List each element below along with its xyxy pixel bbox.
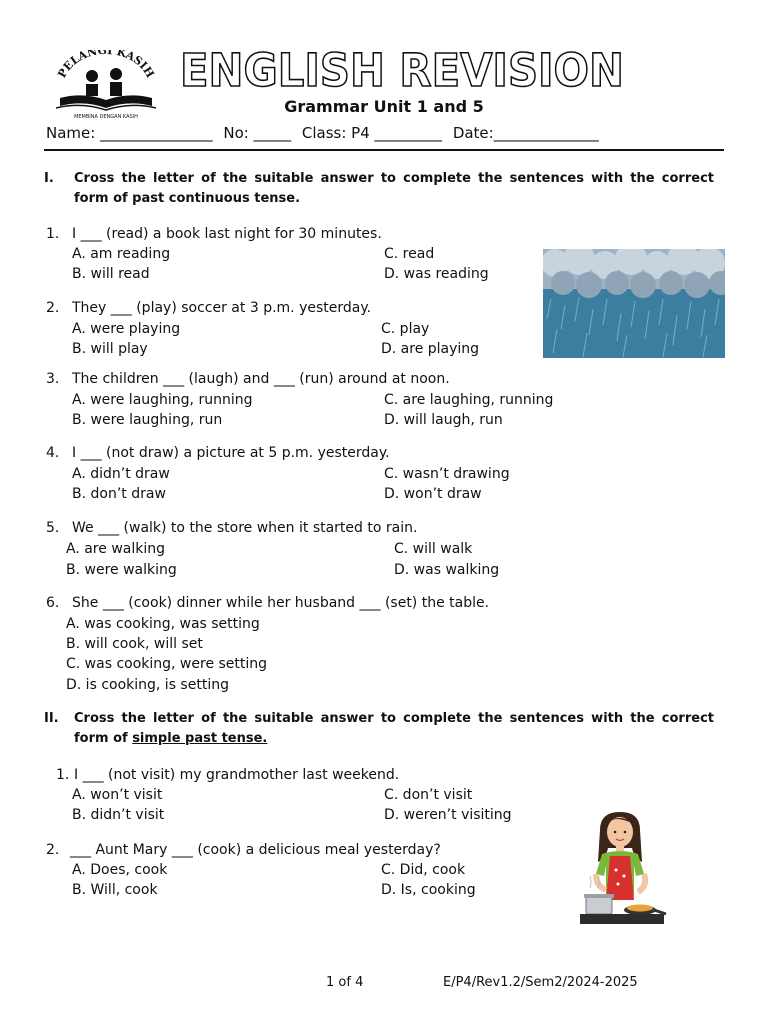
answer-option[interactable]: D. Is, cooking — [381, 882, 476, 898]
underlined-phrase: simple past tense. — [132, 731, 268, 746]
question-text: The children ___ (laugh) and ___ (run) around at noon. — [72, 371, 450, 387]
rain-clouds-image — [543, 249, 725, 358]
svg-text:ENGLISH REVISION: ENGLISH REVISION — [180, 44, 624, 94]
answer-option[interactable]: A. was cooking, was setting — [66, 616, 260, 632]
answer-option[interactable]: B. will play — [72, 341, 148, 357]
question-text: She ___ (cook) dinner while her husband ___ (set) the table. — [72, 595, 490, 611]
svg-text:PELANGI KASIH — [55, 50, 156, 80]
answer-option[interactable]: A. were laughing, running — [72, 392, 253, 408]
answer-option[interactable]: C. wasn’t drawing — [384, 466, 510, 482]
question-text: I ___ (not draw) a picture at 5 p.m. yesterday. — [72, 445, 390, 461]
question-number: 4. — [46, 445, 60, 461]
answer-option[interactable]: D. won’t draw — [384, 486, 482, 502]
answer-option[interactable]: D. will laugh, run — [384, 412, 503, 428]
answer-option[interactable]: C. was cooking, were setting — [66, 656, 268, 672]
question-number: 5. — [46, 520, 60, 536]
question-number: 2. — [46, 842, 60, 858]
question-text: I ___ (not visit) my grandmother last weekend. — [74, 767, 400, 783]
number-field[interactable]: No: _____ — [223, 124, 292, 142]
answer-option[interactable]: B. don’t draw — [72, 486, 166, 502]
answer-option[interactable]: B. were walking — [66, 562, 177, 578]
page-number: 1 of 4 — [326, 975, 364, 990]
answer-option[interactable]: C. play — [381, 321, 430, 337]
answer-option[interactable]: A. didn’t draw — [72, 466, 170, 482]
answer-option[interactable]: D. was walking — [394, 562, 500, 578]
section-number: II. — [44, 711, 59, 726]
instruction-text: Cross the letter of the suitable answer to complete the sentences with the correct form of past continuous tense. — [74, 171, 714, 206]
answer-option[interactable]: A. am reading — [72, 246, 171, 262]
woman-cooking-image — [578, 810, 668, 926]
instruction-text: Cross the letter of the suitable answer to complete the sentences with the correct form of simple past tense. — [74, 711, 714, 746]
answer-option[interactable]: C. are laughing, running — [384, 392, 554, 408]
question-text: We ___ (walk) to the store when it started to rain. — [72, 520, 418, 536]
header-divider — [44, 149, 724, 151]
answer-option[interactable]: A. were playing — [72, 321, 181, 337]
question-number: 2. — [46, 300, 60, 316]
section-1-instruction — [44, 169, 714, 211]
logo-text: PELANGI KASIH — [55, 50, 157, 81]
question-text: They ___ (play) soccer at 3 p.m. yesterday. — [72, 300, 372, 316]
answer-option[interactable]: D. was reading — [384, 266, 489, 282]
answer-option[interactable]: C. don’t visit — [384, 787, 473, 803]
answer-option[interactable]: B. will read — [72, 266, 150, 282]
question-number: 1. — [46, 226, 60, 242]
answer-option[interactable]: B. didn’t visit — [72, 807, 165, 823]
question-number: 1. — [56, 767, 70, 783]
logo-subtext: MEMBINA DENGAN KASIH — [74, 114, 138, 120]
answer-option[interactable]: A. Does, cook — [72, 862, 168, 878]
answer-option[interactable]: D. is cooking, is setting — [66, 677, 229, 693]
section-2-instruction — [44, 709, 714, 751]
section-number: I. — [44, 171, 54, 186]
answer-option[interactable]: D. weren’t visiting — [384, 807, 512, 823]
question-number: 6. — [46, 595, 60, 611]
student-info-row — [46, 124, 726, 142]
subtitle: Grammar Unit 1 and 5 — [284, 97, 484, 116]
name-field[interactable]: Name: _______________ — [46, 124, 213, 142]
answer-option[interactable]: C. read — [384, 246, 435, 262]
answer-option[interactable]: B. will cook, will set — [66, 636, 203, 652]
answer-option[interactable]: B. Will, cook — [72, 882, 158, 898]
date-field[interactable]: Date:______________ — [452, 124, 599, 142]
question-number: 3. — [46, 371, 60, 387]
question-text: I ___ (read) a book last night for 30 minutes. — [72, 226, 382, 242]
answer-option[interactable]: C. will walk — [394, 541, 473, 557]
document-code: E/P4/Rev1.2/Sem2/2024-2025 — [443, 975, 638, 990]
answer-option[interactable]: A. are walking — [66, 541, 165, 557]
answer-option[interactable]: C. Did, cook — [381, 862, 466, 878]
question-text: ___ Aunt Mary ___ (cook) a delicious meal yesterday? — [70, 842, 441, 858]
class-field[interactable]: Class: P4 _________ — [301, 124, 443, 142]
answer-option[interactable]: A. won’t visit — [72, 787, 163, 803]
answer-option[interactable]: B. were laughing, run — [72, 412, 223, 428]
page-title — [178, 44, 628, 94]
answer-option[interactable]: D. are playing — [381, 341, 480, 357]
